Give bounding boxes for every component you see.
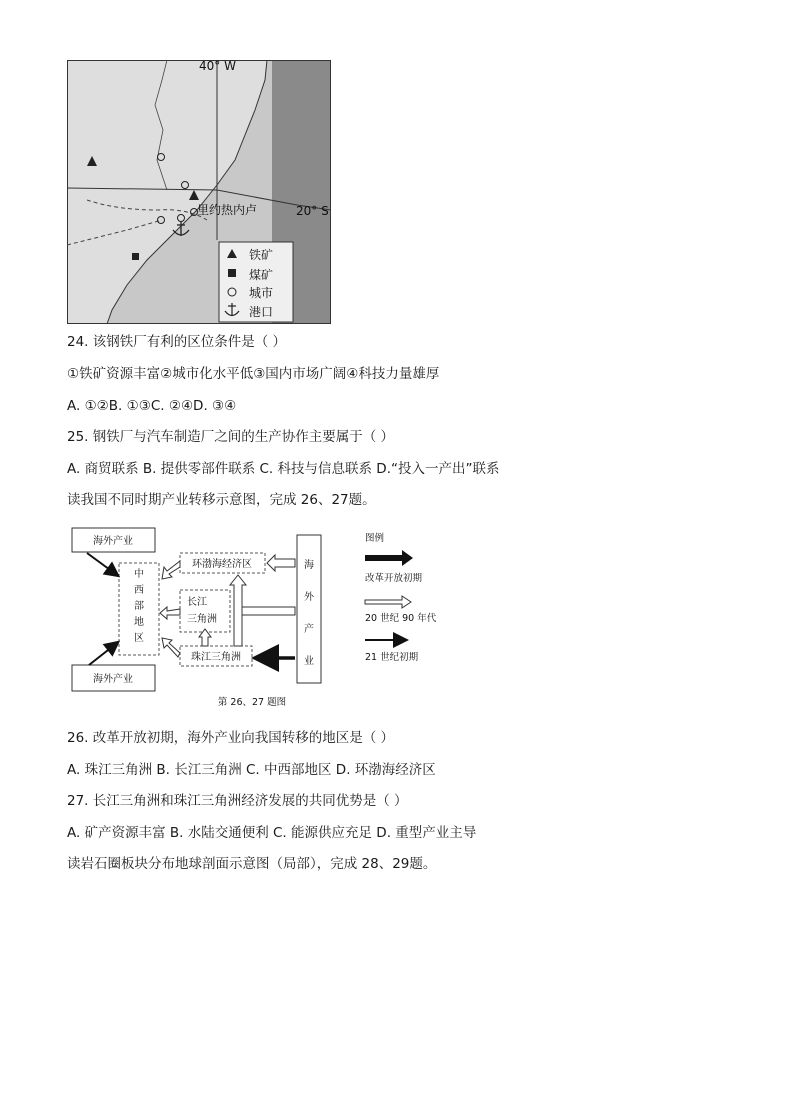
- question-27-options: A. 矿产资源丰富 B. 水陆交通便利 C. 能源供应充足 D. 重型产业主导: [67, 825, 477, 841]
- pearl-label: 珠江三角洲: [191, 652, 241, 663]
- industry-transfer-diagram: [67, 525, 477, 710]
- question-25-options: A. 商贸联系 B. 提供零部件联系 C. 科技与信息联系 D.“投入一产出”联系: [67, 461, 500, 477]
- square-icon: [228, 269, 236, 277]
- overseas-bottom-label: 海外产业: [93, 674, 133, 685]
- intro-26-27: 读我国不同时期产业转移示意图，完成 26、27题。: [67, 492, 376, 508]
- map-legend: [219, 242, 293, 322]
- question-26-options: A. 珠江三角洲 B. 长江三角洲 C. 中西部地区 D. 环渤海经济区: [67, 762, 436, 778]
- longitude-label: 40° W: [199, 60, 236, 73]
- legend-label: 铁矿: [249, 248, 274, 262]
- figure-caption: 第 26、27 题图: [217, 697, 287, 708]
- legend-label: 21 世纪初期: [365, 652, 419, 663]
- diagram-legend: [365, 532, 437, 663]
- yangtze-label: 长江: [187, 597, 207, 608]
- yangtze-label: 三角洲: [187, 614, 217, 625]
- question-25: 25. 钢铁厂与汽车制造厂之间的生产协作主要属于（ ）: [67, 429, 395, 445]
- legend-title: 图例: [365, 533, 385, 544]
- coal-mine-marker: [132, 253, 139, 260]
- legend-label: 城市: [249, 286, 274, 300]
- overseas-right-char: 产: [304, 624, 314, 635]
- central-west-char: 地: [134, 617, 144, 628]
- overseas-right-char: 外: [304, 592, 314, 603]
- question-24: 24. 该钢铁厂有利的区位条件是（ ）: [67, 334, 287, 350]
- question-27: 27. 长江三角洲和珠江三角洲经济发展的共同优势是（ ）: [67, 793, 408, 809]
- legend-label: 改革开放初期: [365, 573, 423, 584]
- central-west-char: 区: [134, 633, 144, 644]
- legend-label: 港口: [249, 305, 274, 319]
- brazil-resource-map: [67, 60, 331, 324]
- city-name-label: 里约热内卢: [197, 203, 258, 217]
- overseas-top-label: 海外产业: [93, 536, 133, 547]
- question-26: 26. 改革开放初期，海外产业向我国转移的地区是（ ）: [67, 730, 395, 746]
- overseas-right-char: 海: [304, 560, 314, 571]
- overseas-right-char: 业: [304, 656, 314, 667]
- central-west-char: 中: [134, 569, 144, 580]
- intro-28-29: 读岩石圈板块分布地球剖面示意图（局部），完成 28、29题。: [67, 856, 437, 872]
- bohai-label: 环渤海经济区: [192, 559, 252, 570]
- central-west-char: 西: [134, 585, 144, 596]
- question-24-options: A. ①②B. ①③C. ②④D. ③④: [67, 398, 237, 414]
- legend-label: 煤矿: [249, 268, 274, 282]
- legend-label: 20 世纪 90 年代: [365, 613, 437, 624]
- question-24-items: ①铁矿资源丰富②城市化水平低③国内市场广阔④科技力量雄厚: [67, 366, 440, 382]
- central-west-char: 部: [134, 601, 144, 612]
- latitude-label: 20° S: [296, 204, 329, 218]
